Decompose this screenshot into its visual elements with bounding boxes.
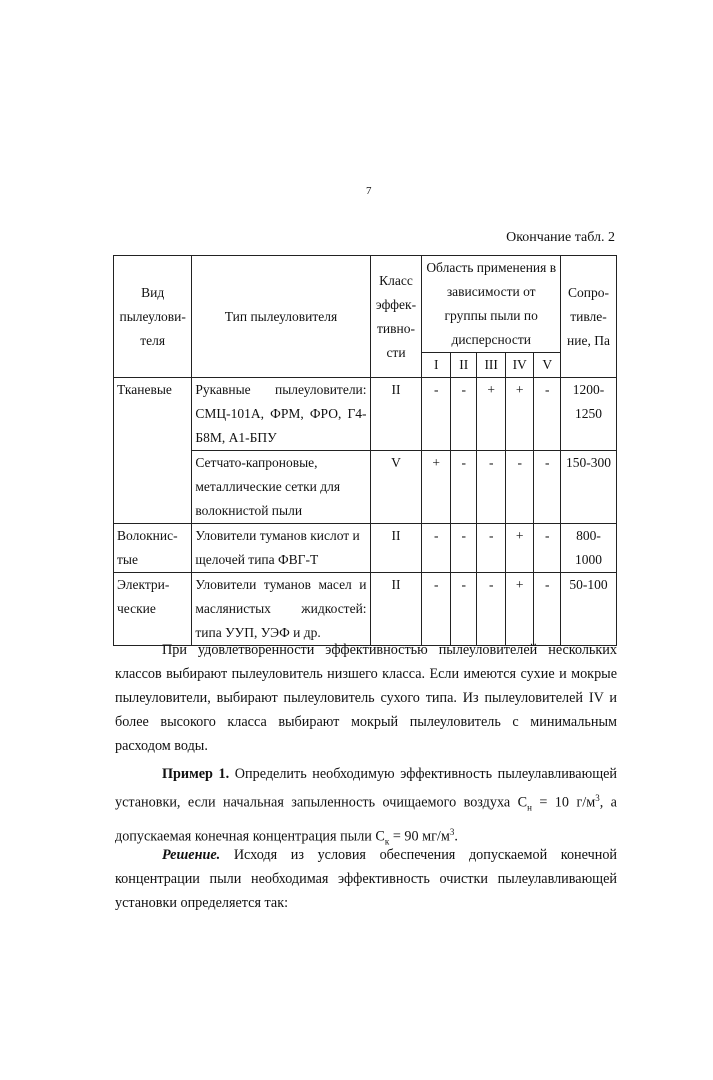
cell-class: II bbox=[370, 378, 422, 451]
cell-collector: Уловители туманов масел и маслянистых жидкостей: типа УУП, УЭФ и др. bbox=[192, 573, 370, 646]
cell-resistance: 1200-1250 bbox=[560, 378, 616, 451]
cell-group: - bbox=[534, 451, 561, 524]
solution-label: Решение. bbox=[162, 847, 221, 863]
page-number: 7 bbox=[366, 185, 372, 197]
example-text: , а допускаемая конечная концентрация пыли C bbox=[115, 794, 617, 845]
cell-group: - bbox=[422, 573, 451, 646]
cell-class: V bbox=[370, 451, 422, 524]
header-application-area: Область применения в зависимости от группы пыли по дисперсности bbox=[422, 256, 560, 353]
example-text: = 10 г/м bbox=[531, 794, 596, 811]
cell-group: - bbox=[505, 451, 534, 524]
cell-type: Тканевые bbox=[114, 378, 192, 524]
header-group: IV bbox=[505, 353, 534, 378]
cell-group: - bbox=[477, 524, 506, 573]
cell-group: + bbox=[477, 378, 506, 451]
cell-resistance: 50-100 bbox=[560, 573, 616, 646]
table-row bbox=[114, 524, 617, 573]
cell-group: - bbox=[477, 573, 506, 646]
cell-collector: Рукавные пылеуловители: СМЦ-101А, ФРМ, ФРО, Г4-Б8М, А1-БПУ bbox=[192, 378, 370, 451]
header-collector: Тип пылеуловителя bbox=[192, 256, 370, 378]
cell-group: + bbox=[422, 451, 451, 524]
header-efficiency-class: Класс эффек-тивно-сти bbox=[370, 256, 422, 378]
cell-type: Волокнис-тые bbox=[114, 524, 192, 573]
superscript-3: 3 bbox=[595, 793, 600, 803]
cell-collector: Уловители туманов кислот и щелочей типа ФВГ-Т bbox=[192, 524, 370, 573]
cell-group: - bbox=[450, 451, 476, 524]
cell-group: - bbox=[534, 524, 561, 573]
header-group: II bbox=[450, 353, 476, 378]
example-text: = 90 мг/м bbox=[389, 828, 450, 845]
example-text: . bbox=[454, 828, 458, 845]
cell-group: - bbox=[534, 573, 561, 646]
cell-group: + bbox=[505, 524, 534, 573]
example-paragraph bbox=[115, 762, 617, 853]
cell-group: - bbox=[422, 378, 451, 451]
solution-text: Исходя из условия обеспечения допускаемой конечной концентрации пыли необходимая эффективность очистки пылеулавливающей установки определяется так: bbox=[115, 847, 618, 911]
cell-collector: Сетчато-капроновые, металлические сетки для волокнистой пыли bbox=[192, 451, 370, 524]
solution-paragraph bbox=[115, 843, 617, 915]
cell-type: Электри-ческие bbox=[114, 573, 192, 646]
table-caption: Окончание табл. 2 bbox=[506, 230, 615, 245]
header-group: III bbox=[477, 353, 506, 378]
table-row bbox=[114, 378, 617, 451]
subscript-n: н bbox=[527, 802, 532, 813]
cell-group: - bbox=[534, 378, 561, 451]
example-text: Определить необходимую эффективность пылеулавливающей установки, если начальная запыленность очищаемого воздуха C bbox=[115, 766, 618, 811]
cell-group: + bbox=[505, 573, 534, 646]
dust-collector-table bbox=[113, 255, 617, 646]
paragraph-selection-rule: При удовлетворенности эффективностью пылеуловителей нескольких классов выбирают пылеуловитель низшего класса. Если имеются сухие и мокрые пылеуловители, выбирают пылеуловитель сухого типа. Из пылеуловителей IV и более высокого класса выбирают мокрый пылеуловитель с минимальным расходом воды. bbox=[115, 642, 617, 754]
cell-class: II bbox=[370, 524, 422, 573]
superscript-3: 3 bbox=[449, 826, 455, 837]
example-label: Пример 1. bbox=[162, 766, 230, 782]
header-resistance: Сопро-тивле-ние, Па bbox=[560, 256, 616, 378]
header-group: I bbox=[422, 353, 451, 378]
header-group: V bbox=[534, 353, 561, 378]
cell-group: - bbox=[422, 524, 451, 573]
cell-group: - bbox=[477, 451, 506, 524]
cell-resistance: 150-300 bbox=[560, 451, 616, 524]
cell-group: - bbox=[450, 573, 476, 646]
cell-group: - bbox=[450, 524, 476, 573]
cell-group: + bbox=[505, 378, 534, 451]
cell-class: II bbox=[370, 573, 422, 646]
cell-resistance: 800-1000 bbox=[560, 524, 616, 573]
cell-group: - bbox=[450, 378, 476, 451]
subscript-k: к bbox=[384, 836, 390, 847]
table-row bbox=[114, 573, 617, 646]
header-type: Вид пылеулови-теля bbox=[114, 256, 192, 378]
